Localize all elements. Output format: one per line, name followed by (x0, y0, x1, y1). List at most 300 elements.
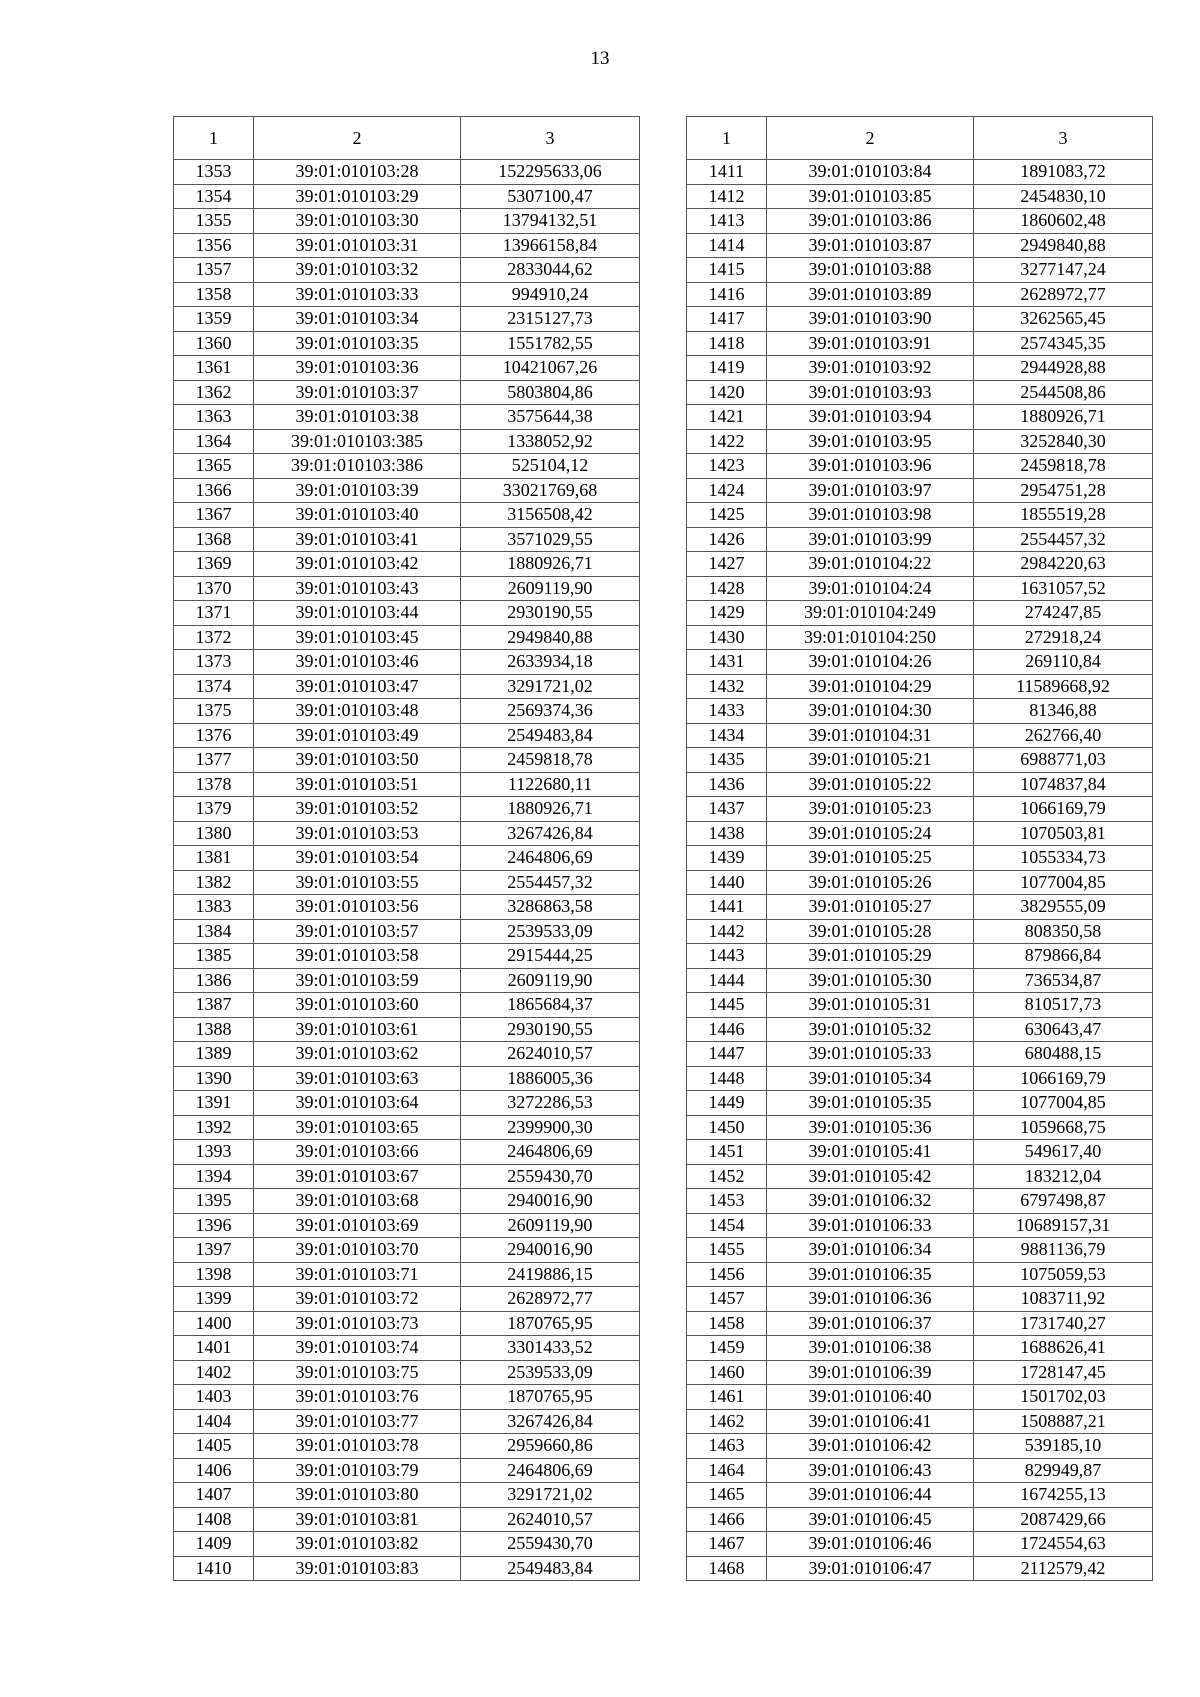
cell-value: 1880926,71 (974, 405, 1153, 430)
cell-number: 1445 (687, 993, 767, 1018)
cell-cadastral-number: 39:01:010103:84 (767, 160, 974, 185)
table-row (174, 968, 640, 993)
table-row (687, 968, 1153, 993)
cell-number: 1366 (174, 478, 254, 503)
cell-number: 1369 (174, 552, 254, 577)
data-table-left (173, 116, 640, 1581)
cell-value: 81346,88 (974, 699, 1153, 724)
table-body-left (174, 160, 640, 1581)
cell-cadastral-number: 39:01:010103:31 (254, 233, 461, 258)
cell-cadastral-number: 39:01:010103:76 (254, 1385, 461, 1410)
cell-cadastral-number: 39:01:010103:64 (254, 1091, 461, 1116)
cell-number: 1436 (687, 772, 767, 797)
cell-number: 1434 (687, 723, 767, 748)
cell-cadastral-number: 39:01:010103:38 (254, 405, 461, 430)
cell-number: 1417 (687, 307, 767, 332)
table-row (687, 625, 1153, 650)
cell-cadastral-number: 39:01:010103:32 (254, 258, 461, 283)
cell-cadastral-number: 39:01:010103:68 (254, 1189, 461, 1214)
table-row (687, 821, 1153, 846)
cell-cadastral-number: 39:01:010103:58 (254, 944, 461, 969)
cell-cadastral-number: 39:01:010106:41 (767, 1409, 974, 1434)
table-row (687, 454, 1153, 479)
cell-number: 1407 (174, 1483, 254, 1508)
cell-cadastral-number: 39:01:010103:46 (254, 650, 461, 675)
cell-number: 1374 (174, 674, 254, 699)
table-row (174, 429, 640, 454)
table-row (174, 723, 640, 748)
cell-cadastral-number: 39:01:010103:385 (254, 429, 461, 454)
table-row (174, 1556, 640, 1581)
cell-cadastral-number: 39:01:010106:33 (767, 1213, 974, 1238)
cell-number: 1452 (687, 1164, 767, 1189)
cell-cadastral-number: 39:01:010104:250 (767, 625, 974, 650)
table-row (174, 1434, 640, 1459)
cell-value: 2628972,77 (461, 1287, 640, 1312)
cell-value: 1731740,27 (974, 1311, 1153, 1336)
cell-number: 1380 (174, 821, 254, 846)
table-row (687, 429, 1153, 454)
cell-number: 1432 (687, 674, 767, 699)
cell-value: 2959660,86 (461, 1434, 640, 1459)
table-row (687, 552, 1153, 577)
table-row (687, 1164, 1153, 1189)
table-row (174, 1360, 640, 1385)
cell-cadastral-number: 39:01:010105:24 (767, 821, 974, 846)
cell-cadastral-number: 39:01:010105:30 (767, 968, 974, 993)
cell-number: 1357 (174, 258, 254, 283)
table-row (174, 1262, 640, 1287)
cell-number: 1421 (687, 405, 767, 430)
table-row (687, 1434, 1153, 1459)
table-row (174, 1311, 640, 1336)
cell-cadastral-number: 39:01:010106:46 (767, 1532, 974, 1557)
table-row (687, 1091, 1153, 1116)
cell-number: 1455 (687, 1238, 767, 1263)
cell-value: 2633934,18 (461, 650, 640, 675)
cell-value: 3156508,42 (461, 503, 640, 528)
cell-number: 1464 (687, 1458, 767, 1483)
cell-number: 1358 (174, 282, 254, 307)
cell-number: 1408 (174, 1507, 254, 1532)
cell-value: 3277147,24 (974, 258, 1153, 283)
table-row (687, 674, 1153, 699)
cell-cadastral-number: 39:01:010103:94 (767, 405, 974, 430)
cell-cadastral-number: 39:01:010103:91 (767, 331, 974, 356)
table-row (174, 331, 640, 356)
cell-number: 1461 (687, 1385, 767, 1410)
table-row (174, 552, 640, 577)
table-row (687, 1189, 1153, 1214)
cell-cadastral-number: 39:01:010106:37 (767, 1311, 974, 1336)
cell-number: 1462 (687, 1409, 767, 1434)
table-row (687, 846, 1153, 871)
cell-value: 13966158,84 (461, 233, 640, 258)
cell-cadastral-number: 39:01:010103:85 (767, 184, 974, 209)
cell-value: 1891083,72 (974, 160, 1153, 185)
cell-cadastral-number: 39:01:010106:45 (767, 1507, 974, 1532)
cell-cadastral-number: 39:01:010103:45 (254, 625, 461, 650)
cell-value: 2459818,78 (461, 748, 640, 773)
cell-number: 1414 (687, 233, 767, 258)
cell-value: 2549483,84 (461, 1556, 640, 1581)
cell-cadastral-number: 39:01:010103:75 (254, 1360, 461, 1385)
cell-cadastral-number: 39:01:010103:44 (254, 601, 461, 626)
cell-number: 1429 (687, 601, 767, 626)
table-row (687, 576, 1153, 601)
cell-value: 525104,12 (461, 454, 640, 479)
cell-cadastral-number: 39:01:010103:81 (254, 1507, 461, 1532)
cell-number: 1367 (174, 503, 254, 528)
cell-number: 1457 (687, 1287, 767, 1312)
cell-value: 3301433,52 (461, 1336, 640, 1361)
cell-number: 1444 (687, 968, 767, 993)
cell-value: 1870765,95 (461, 1311, 640, 1336)
cell-cadastral-number: 39:01:010103:34 (254, 307, 461, 332)
cell-number: 1467 (687, 1532, 767, 1557)
cell-cadastral-number: 39:01:010105:32 (767, 1017, 974, 1042)
cell-number: 1383 (174, 895, 254, 920)
table-row (174, 1042, 640, 1067)
cell-number: 1401 (174, 1336, 254, 1361)
cell-cadastral-number: 39:01:010103:93 (767, 380, 974, 405)
cell-number: 1400 (174, 1311, 254, 1336)
column-header-value: 3 (461, 117, 640, 160)
cell-number: 1468 (687, 1556, 767, 1581)
cell-number: 1368 (174, 527, 254, 552)
cell-cadastral-number: 39:01:010105:23 (767, 797, 974, 822)
cell-value: 2539533,09 (461, 1360, 640, 1385)
cell-cadastral-number: 39:01:010103:80 (254, 1483, 461, 1508)
cell-number: 1463 (687, 1434, 767, 1459)
cell-value: 2930190,55 (461, 601, 640, 626)
cell-cadastral-number: 39:01:010103:73 (254, 1311, 461, 1336)
cell-value: 1059668,75 (974, 1115, 1153, 1140)
cell-value: 2833044,62 (461, 258, 640, 283)
cell-number: 1435 (687, 748, 767, 773)
cell-cadastral-number: 39:01:010103:48 (254, 699, 461, 724)
table-row (174, 1409, 640, 1434)
cell-cadastral-number: 39:01:010105:36 (767, 1115, 974, 1140)
cell-value: 2944928,88 (974, 356, 1153, 381)
table-row (174, 1066, 640, 1091)
cell-number: 1424 (687, 478, 767, 503)
cell-cadastral-number: 39:01:010103:59 (254, 968, 461, 993)
cell-cadastral-number: 39:01:010106:44 (767, 1483, 974, 1508)
cell-value: 3571029,55 (461, 527, 640, 552)
cell-cadastral-number: 39:01:010103:56 (254, 895, 461, 920)
table-row (687, 895, 1153, 920)
cell-number: 1389 (174, 1042, 254, 1067)
cell-number: 1450 (687, 1115, 767, 1140)
cell-value: 810517,73 (974, 993, 1153, 1018)
cell-cadastral-number: 39:01:010106:39 (767, 1360, 974, 1385)
cell-cadastral-number: 39:01:010103:86 (767, 209, 974, 234)
cell-number: 1396 (174, 1213, 254, 1238)
cell-number: 1443 (687, 944, 767, 969)
cell-cadastral-number: 39:01:010103:53 (254, 821, 461, 846)
cell-value: 1066169,79 (974, 797, 1153, 822)
cell-cadastral-number: 39:01:010105:26 (767, 870, 974, 895)
table-row (174, 674, 640, 699)
cell-cadastral-number: 39:01:010103:57 (254, 919, 461, 944)
cell-value: 829949,87 (974, 1458, 1153, 1483)
table-row (174, 576, 640, 601)
table-row (687, 233, 1153, 258)
table-row (687, 1556, 1153, 1581)
table-row (174, 1115, 640, 1140)
table-row (687, 356, 1153, 381)
cell-number: 1440 (687, 870, 767, 895)
cell-value: 2419886,15 (461, 1262, 640, 1287)
cell-cadastral-number: 39:01:010103:43 (254, 576, 461, 601)
cell-value: 549617,40 (974, 1140, 1153, 1165)
table-row (174, 1140, 640, 1165)
cell-cadastral-number: 39:01:010103:88 (767, 258, 974, 283)
table-row (174, 1458, 640, 1483)
cell-cadastral-number: 39:01:010105:25 (767, 846, 974, 871)
table-row (174, 1017, 640, 1042)
cell-value: 680488,15 (974, 1042, 1153, 1067)
cell-cadastral-number: 39:01:010103:79 (254, 1458, 461, 1483)
cell-value: 2915444,25 (461, 944, 640, 969)
cell-cadastral-number: 39:01:010103:60 (254, 993, 461, 1018)
table-row (174, 527, 640, 552)
cell-value: 11589668,92 (974, 674, 1153, 699)
table-row (687, 1042, 1153, 1067)
table-row (687, 699, 1153, 724)
table-row (174, 1287, 640, 1312)
cell-value: 2609119,90 (461, 968, 640, 993)
table-row (687, 209, 1153, 234)
table-row (174, 1164, 640, 1189)
cell-cadastral-number: 39:01:010103:77 (254, 1409, 461, 1434)
cell-value: 1066169,79 (974, 1066, 1153, 1091)
cell-number: 1404 (174, 1409, 254, 1434)
cell-cadastral-number: 39:01:010106:40 (767, 1385, 974, 1410)
cell-value: 6988771,03 (974, 748, 1153, 773)
cell-cadastral-number: 39:01:010105:22 (767, 772, 974, 797)
cell-cadastral-number: 39:01:010103:54 (254, 846, 461, 871)
cell-value: 2940016,90 (461, 1189, 640, 1214)
cell-value: 2464806,69 (461, 846, 640, 871)
table-row (174, 503, 640, 528)
cell-cadastral-number: 39:01:010103:67 (254, 1164, 461, 1189)
cell-value: 994910,24 (461, 282, 640, 307)
table-row (174, 821, 640, 846)
cell-number: 1365 (174, 454, 254, 479)
table-row (174, 846, 640, 871)
cell-cadastral-number: 39:01:010104:249 (767, 601, 974, 626)
cell-value: 9881136,79 (974, 1238, 1153, 1263)
cell-number: 1353 (174, 160, 254, 185)
cell-number: 1402 (174, 1360, 254, 1385)
cell-number: 1423 (687, 454, 767, 479)
cell-value: 3286863,58 (461, 895, 640, 920)
data-table-right (686, 116, 1153, 1581)
cell-value: 1860602,48 (974, 209, 1153, 234)
table-row (174, 1091, 640, 1116)
cell-number: 1372 (174, 625, 254, 650)
cell-number: 1364 (174, 429, 254, 454)
cell-number: 1409 (174, 1532, 254, 1557)
cell-number: 1363 (174, 405, 254, 430)
cell-value: 3829555,09 (974, 895, 1153, 920)
cell-value: 272918,24 (974, 625, 1153, 650)
cell-value: 2549483,84 (461, 723, 640, 748)
cell-value: 152295633,06 (461, 160, 640, 185)
table-row (174, 1385, 640, 1410)
cell-cadastral-number: 39:01:010103:82 (254, 1532, 461, 1557)
cell-cadastral-number: 39:01:010105:33 (767, 1042, 974, 1067)
column-header-number: 1 (687, 117, 767, 160)
cell-number: 1438 (687, 821, 767, 846)
cell-cadastral-number: 39:01:010104:22 (767, 552, 974, 577)
cell-cadastral-number: 39:01:010103:99 (767, 527, 974, 552)
table-row (687, 380, 1153, 405)
table-row (174, 1189, 640, 1214)
cell-number: 1398 (174, 1262, 254, 1287)
table-row (687, 503, 1153, 528)
cell-number: 1411 (687, 160, 767, 185)
cell-number: 1418 (687, 331, 767, 356)
cell-cadastral-number: 39:01:010103:61 (254, 1017, 461, 1042)
cell-cadastral-number: 39:01:010105:41 (767, 1140, 974, 1165)
table-row (174, 895, 640, 920)
table-row (687, 527, 1153, 552)
cell-cadastral-number: 39:01:010103:70 (254, 1238, 461, 1263)
table-row (687, 1360, 1153, 1385)
cell-cadastral-number: 39:01:010103:92 (767, 356, 974, 381)
cell-value: 2399900,30 (461, 1115, 640, 1140)
cell-number: 1387 (174, 993, 254, 1018)
table-row (174, 454, 640, 479)
cell-cadastral-number: 39:01:010103:33 (254, 282, 461, 307)
cell-number: 1381 (174, 846, 254, 871)
cell-cadastral-number: 39:01:010103:96 (767, 454, 974, 479)
table-row (174, 1213, 640, 1238)
cell-number: 1458 (687, 1311, 767, 1336)
cell-cadastral-number: 39:01:010103:97 (767, 478, 974, 503)
cell-number: 1361 (174, 356, 254, 381)
cell-cadastral-number: 39:01:010103:37 (254, 380, 461, 405)
cell-cadastral-number: 39:01:010103:72 (254, 1287, 461, 1312)
cell-number: 1441 (687, 895, 767, 920)
cell-value: 1724554,63 (974, 1532, 1153, 1557)
cell-cadastral-number: 39:01:010103:71 (254, 1262, 461, 1287)
table-row (687, 160, 1153, 185)
cell-cadastral-number: 39:01:010103:55 (254, 870, 461, 895)
cell-cadastral-number: 39:01:010105:35 (767, 1091, 974, 1116)
cell-cadastral-number: 39:01:010106:42 (767, 1434, 974, 1459)
cell-value: 1083711,92 (974, 1287, 1153, 1312)
cell-value: 2459818,78 (974, 454, 1153, 479)
cell-number: 1419 (687, 356, 767, 381)
cell-number: 1465 (687, 1483, 767, 1508)
cell-value: 808350,58 (974, 919, 1153, 944)
cell-value: 2984220,63 (974, 552, 1153, 577)
cell-cadastral-number: 39:01:010103:83 (254, 1556, 461, 1581)
cell-number: 1375 (174, 699, 254, 724)
cell-number: 1412 (687, 184, 767, 209)
cell-number: 1388 (174, 1017, 254, 1042)
cell-value: 2454830,10 (974, 184, 1153, 209)
cell-value: 269110,84 (974, 650, 1153, 675)
cell-value: 3267426,84 (461, 1409, 640, 1434)
cell-number: 1449 (687, 1091, 767, 1116)
table-row (174, 1483, 640, 1508)
table-row (174, 258, 640, 283)
cell-number: 1410 (174, 1556, 254, 1581)
cell-value: 2559430,70 (461, 1532, 640, 1557)
table-row (687, 944, 1153, 969)
cell-cadastral-number: 39:01:010103:87 (767, 233, 974, 258)
cell-number: 1451 (687, 1140, 767, 1165)
table-row (174, 405, 640, 430)
cell-number: 1448 (687, 1066, 767, 1091)
table-row (687, 870, 1153, 895)
cell-number: 1428 (687, 576, 767, 601)
cell-number: 1393 (174, 1140, 254, 1165)
cell-number: 1394 (174, 1164, 254, 1189)
cell-number: 1360 (174, 331, 254, 356)
cell-value: 1728147,45 (974, 1360, 1153, 1385)
table-row (687, 1262, 1153, 1287)
cell-value: 5307100,47 (461, 184, 640, 209)
cell-value: 1501702,03 (974, 1385, 1153, 1410)
table-row (174, 944, 640, 969)
cell-value: 2940016,90 (461, 1238, 640, 1263)
cell-number: 1460 (687, 1360, 767, 1385)
cell-value: 879866,84 (974, 944, 1153, 969)
cell-number: 1427 (687, 552, 767, 577)
cell-cadastral-number: 39:01:010105:31 (767, 993, 974, 1018)
table-row (687, 1213, 1153, 1238)
cell-cadastral-number: 39:01:010103:62 (254, 1042, 461, 1067)
cell-number: 1376 (174, 723, 254, 748)
table-header-row (687, 117, 1153, 160)
cell-cadastral-number: 39:01:010105:34 (767, 1066, 974, 1091)
cell-number: 1359 (174, 307, 254, 332)
table-row (174, 1507, 640, 1532)
cell-number: 1371 (174, 601, 254, 626)
table-row (174, 307, 640, 332)
cell-cadastral-number: 39:01:010104:26 (767, 650, 974, 675)
table-row (687, 797, 1153, 822)
cell-number: 1377 (174, 748, 254, 773)
table-row (687, 258, 1153, 283)
cell-value: 2087429,66 (974, 1507, 1153, 1532)
table-header-row (174, 117, 640, 160)
cell-cadastral-number: 39:01:010105:28 (767, 919, 974, 944)
cell-number: 1397 (174, 1238, 254, 1263)
cell-cadastral-number: 39:01:010103:52 (254, 797, 461, 822)
cell-value: 2539533,09 (461, 919, 640, 944)
cell-value: 262766,40 (974, 723, 1153, 748)
cell-number: 1405 (174, 1434, 254, 1459)
cell-value: 1870765,95 (461, 1385, 640, 1410)
cell-number: 1439 (687, 846, 767, 871)
cell-number: 1447 (687, 1042, 767, 1067)
table-row (174, 233, 640, 258)
table-row (687, 772, 1153, 797)
cell-value: 2464806,69 (461, 1140, 640, 1165)
table-row (687, 1311, 1153, 1336)
table-row (174, 1336, 640, 1361)
table-row (687, 723, 1153, 748)
cell-value: 2628972,77 (974, 282, 1153, 307)
cell-number: 1395 (174, 1189, 254, 1214)
